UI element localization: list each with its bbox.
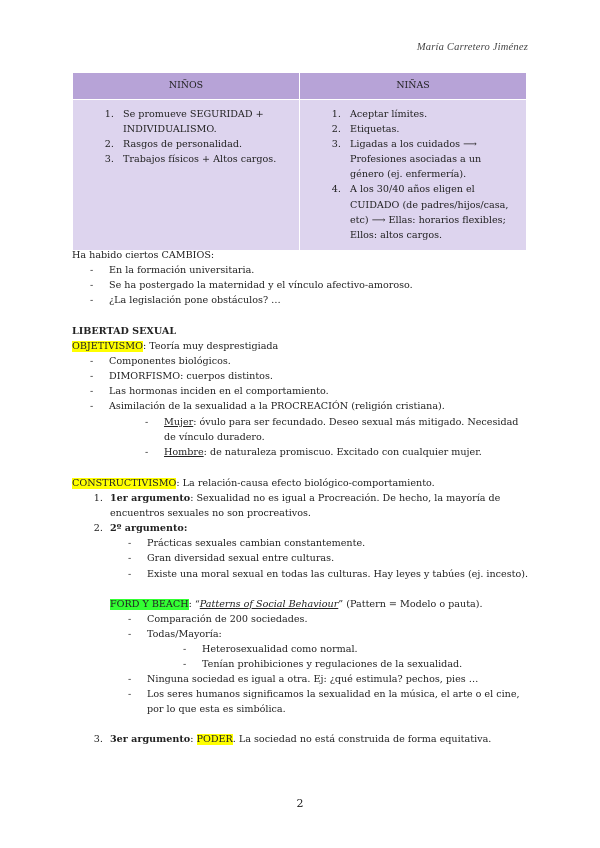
list-item: 2. Etiquetas. — [344, 122, 518, 137]
list-item: 1. Se promueve SEGURIDAD + INDIVIDUALISMO. — [117, 107, 291, 137]
cell-ninas — [300, 100, 527, 251]
cambios-list — [72, 263, 532, 308]
constructivismo-line: CONSTRUCTIVISMO: La relación-causa efecto biológico-comportamiento. — [72, 478, 435, 489]
list-item: - Prácticas sexuales cambian constantemente. — [128, 536, 532, 551]
list-item: - Heterosexualidad como normal. — [183, 642, 532, 657]
list-item: 2. Rasgos de personalidad. — [117, 137, 291, 152]
todas-sublist — [147, 642, 532, 672]
arguments-list — [72, 491, 532, 747]
argument-3: 3. 3er argumento: PODER. La sociedad no está construida de forma equitativa. — [106, 732, 532, 747]
list-item: - En la formación universitaria. — [90, 263, 532, 278]
list-item: 3. Ligadas a los cuidados ⟶ Profesiones asociadas a un género (ej. enfermería). — [344, 137, 518, 182]
list-item: - Comparación de 200 sociedades. — [128, 612, 532, 627]
constructivismo-highlight: CONSTRUCTIVISMO — [72, 478, 177, 489]
ford-list — [110, 612, 532, 718]
objetivismo-highlight: OBJETIVISMO — [72, 341, 143, 353]
procreacion-sublist — [109, 415, 532, 460]
list-item: - Se ha postergado la maternidad y el vínculo afectivo-amoroso. — [90, 278, 532, 293]
poder-highlight: PODER — [196, 734, 233, 746]
arg2-list — [110, 536, 532, 581]
list-item: 4. A los 30/40 años eligen el CUIDADO (de padres/hijos/casa, etc) ⟶ Ellas: horarios flexibles; Ellos: altos cargos. — [344, 182, 518, 242]
libertad-section — [72, 324, 532, 460]
ninos-list — [73, 107, 291, 167]
objetivismo-line: OBJETIVISMO: Teoría muy desprestigiada — [72, 341, 279, 353]
ford-beach-line: FORD Y BEACH: “Patterns of Social Behaviour” (Pattern = Modelo o pauta). — [110, 598, 483, 610]
list-item: - Todas/Mayoría: - Heterosexualidad como normal. - Tenían prohibiciones y regulaciones de la sexualidad. — [128, 627, 532, 672]
list-item: - Los seres humanos significamos la sexualidad en la música, el arte o el cine, por lo que esta es simbólica. — [128, 687, 532, 717]
list-item: 1. Aceptar límites. — [344, 107, 518, 122]
list-item: - Tenían prohibiciones y regulaciones de la sexualidad. — [183, 657, 532, 672]
objetivismo-list — [72, 354, 532, 460]
list-item: - Hombre: de naturaleza promiscuo. Excitado con cualquier mujer. — [145, 445, 532, 460]
list-item: - DIMORFISMO: cuerpos distintos. — [90, 369, 532, 384]
list-item: - Asimilación de la sexualidad a la PROCREACIÓN (religión cristiana). - Mujer: óvulo para ser fecundado. Deseo sexual más mitigado. Necesidad de vínculo duradero. - Hombre: de naturaleza promiscuo. Excitado con cualquier mujer. — [90, 399, 532, 459]
section-title: LIBERTAD SEXUAL — [72, 326, 177, 337]
ninas-list — [300, 107, 518, 243]
header-ninos: NIÑOS — [73, 73, 300, 100]
list-item: - ¿La legislación pone obstáculos? … — [90, 293, 532, 308]
list-item: - Gran diversidad sexual entre culturas. — [128, 551, 532, 566]
list-item: - Mujer: óvulo para ser fecundado. Deseo sexual más mitigado. Necesidad de vínculo duradero. — [145, 415, 532, 445]
list-item: 3. Trabajos físicos + Altos cargos. — [117, 152, 291, 167]
ford-beach-highlight: FORD Y BEACH — [110, 598, 189, 610]
list-item: - Existe una moral sexual en todas las culturas. Hay leyes y tabúes (ej. incesto). — [128, 567, 532, 582]
cell-ninos — [73, 100, 300, 251]
author-name: María Carretero Jiménez — [416, 42, 528, 53]
comparison-table — [72, 72, 527, 251]
argument-2: 2. 2º argumento: - Prácticas sexuales cambian constantemente. - Gran diversidad sexual entre culturas. - Existe una moral sexual en todas las culturas. Hay leyes y tabúes (ej. incesto). FORD Y BEACH: “Patterns of Social Behaviour” (Pattern = Modelo o pauta). - Comparación de 200 sociedades. - Todas/Mayoría: - Heterosexualidad como normal. - Tenían prohibiciones y regulaciones de la sexualidad. - Ninguna sociedad es igual a otra. Ej: ¿qué estimula? pechos, pies … - Los seres humanos significamos la sexualidad en la música, el arte o el cine, por lo que esta es simbólica. — [106, 521, 532, 717]
argument-1: 1. 1er argumento: Sexualidad no es igual a Procreación. De hecho, la mayoría de encuentros sexuales no son procreativos. — [106, 491, 532, 521]
cambios-section — [72, 248, 532, 308]
list-item: - Ninguna sociedad es igual a otra. Ej: ¿qué estimula? pechos, pies … — [128, 672, 532, 687]
constructivismo-section — [72, 476, 532, 748]
page-number: 2 — [296, 797, 304, 810]
header-ninas: NIÑAS — [300, 73, 527, 100]
list-item: - Las hormonas inciden en el comportamiento. — [90, 384, 532, 399]
list-item: - Componentes biológicos. — [90, 354, 532, 369]
cambios-intro: Ha habido ciertos CAMBIOS: — [72, 250, 215, 261]
